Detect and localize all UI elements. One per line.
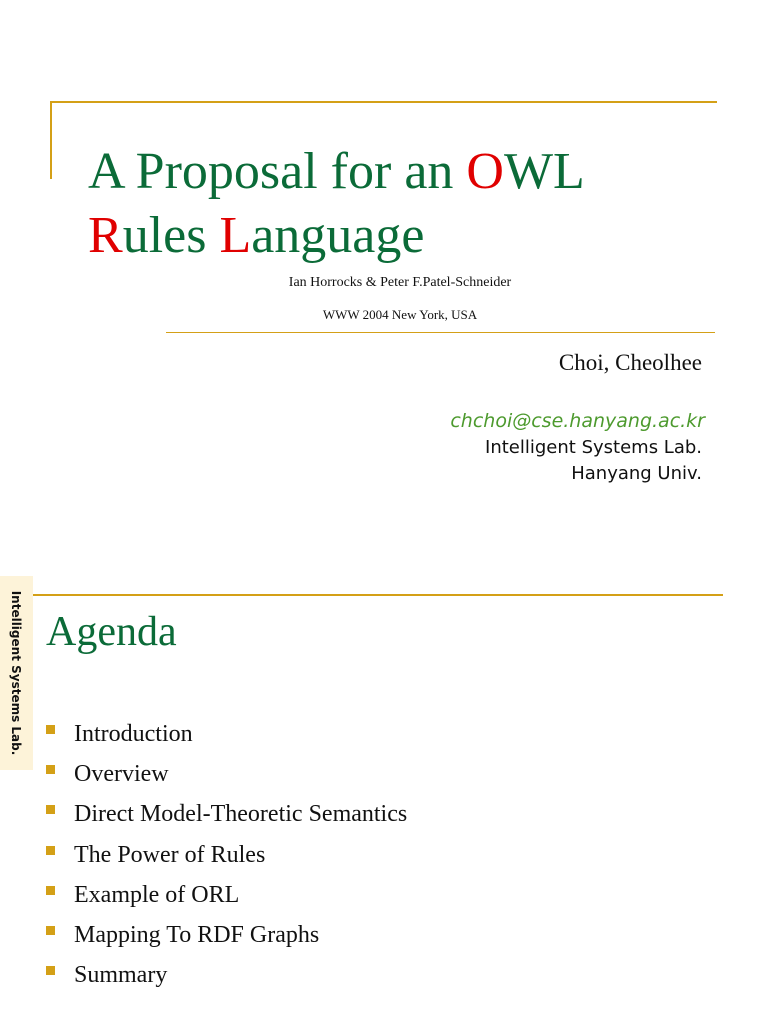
title-text: anguage (251, 207, 425, 264)
agenda-item (46, 835, 407, 875)
agenda-item-label: Direct Model-Theoretic Semantics (74, 801, 408, 828)
agenda-slide (0, 560, 768, 1024)
title-text: ules (122, 207, 220, 264)
agenda-item-label: Mapping To RDF Graphs (74, 922, 320, 949)
agenda-item-label: Overview (74, 760, 169, 787)
square-bullet-icon (46, 846, 55, 855)
title-highlight-o: O (466, 143, 504, 200)
square-bullet-icon (46, 926, 55, 935)
title-text: WL (503, 143, 585, 200)
agenda-list (46, 714, 407, 996)
lab-name: Intelligent Systems Lab. (485, 437, 702, 458)
title-text: A Proposal for an (88, 143, 467, 200)
side-tab (0, 576, 33, 770)
square-bullet-icon (46, 886, 55, 895)
side-tab-label: Intelligent Systems Lab. (9, 590, 23, 756)
header-rule (33, 594, 723, 596)
title-highlight-l: L (219, 207, 252, 264)
frame-top-line (50, 101, 717, 103)
agenda-item (46, 754, 407, 794)
slide-title (88, 140, 708, 268)
square-bullet-icon (46, 805, 55, 814)
agenda-title: Agenda (46, 609, 177, 655)
square-bullet-icon (46, 966, 55, 975)
agenda-item (46, 956, 407, 996)
venue: WWW 2004 New York, USA (322, 307, 478, 322)
agenda-item (46, 915, 407, 955)
square-bullet-icon (46, 725, 55, 734)
square-bullet-icon (46, 765, 55, 774)
agenda-item-label: Example of ORL (74, 881, 240, 908)
agenda-item (46, 795, 407, 835)
agenda-item (46, 875, 407, 915)
agenda-item-label: Summary (74, 962, 168, 989)
agenda-item-label: The Power of Rules (74, 841, 266, 868)
title-highlight-r: R (88, 207, 123, 264)
frame-left-line (50, 101, 52, 179)
authors: Ian Horrocks & Peter F.Patel-Schneider (288, 275, 512, 290)
presenter-name: Choi, Cheolhee (558, 350, 702, 375)
agenda-item-label: Introduction (74, 720, 193, 747)
subtitle-divider (166, 332, 715, 333)
agenda-item (46, 714, 407, 754)
university-name: Hanyang Univ. (571, 463, 702, 484)
presenter-email: chchoi@cse.hanyang.ac.kr (450, 410, 705, 432)
